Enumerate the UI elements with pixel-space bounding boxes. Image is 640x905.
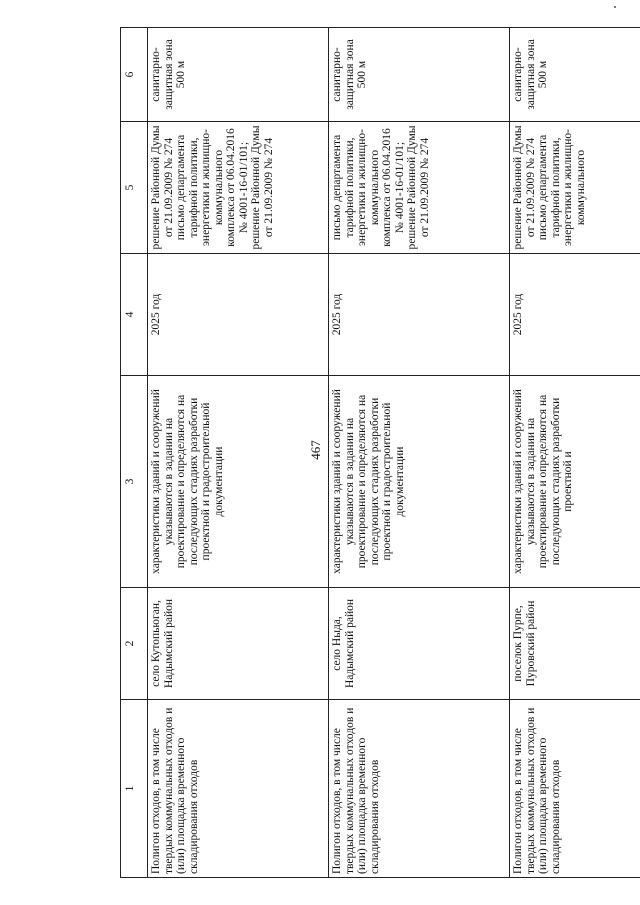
column-header: 4: [121, 254, 148, 376]
document-table: [120, 27, 640, 878]
object-cell: Полигон отходов, в том числе твердых коммунальных отходов и (или) площадка временного складирования отходов: [329, 700, 510, 878]
table-header-row: [121, 28, 148, 878]
zone-cell: санитарно-защитная зона 500 м: [510, 28, 640, 122]
table-row: [148, 28, 329, 878]
location-cell: село Ныда, Надымский район: [329, 588, 510, 700]
year-cell: 2025 год: [510, 254, 640, 376]
characteristics-cell: характеристики зданий и сооружений указываются в задании на проектирование и определяются на последующих стадиях разработки проектной и градостроительной документации: [329, 376, 510, 588]
basis-cell: письмо департамента тарифной политики, энергетики и жилищно-коммунального комплекса от 06.04.2016 № 4001-16-01/101; решение Районной Думы от 21.09.2009 № 274: [329, 122, 510, 254]
table-row: [510, 28, 640, 878]
location-cell: село Кутопьюган, Надымский район: [148, 588, 329, 700]
column-header: 5: [121, 122, 148, 254]
page-number: 467: [307, 440, 323, 460]
column-header: 6: [121, 28, 148, 122]
object-cell: Полигон отходов, в том числе твердых коммунальных отходов и (или) площадка временного складирования отходов: [510, 700, 640, 878]
rotated-table-frame: [120, 28, 587, 878]
column-header: 3: [121, 376, 148, 588]
scan-dot: [614, 6, 616, 8]
object-cell: Полигон отходов, в том числе твердых коммунальных отходов и (или) площадка временного складирования отходов: [148, 700, 329, 878]
basis-cell: решение Районной Думы от 21.09.2009 № 274 письмо департамента тарифной политики, энергетики и жилищно-коммунального: [510, 122, 640, 254]
location-cell: поселок Пурпе, Пуровский район: [510, 588, 640, 700]
table-row: [329, 28, 510, 878]
column-header: 1: [121, 700, 148, 878]
column-header: 2: [121, 588, 148, 700]
basis-cell: решение Районной Думы от 21.09.2009 № 274 письмо департамента тарифной политики, энергетики и жилищно-коммунального комплекса от 06.04.2016 № 4001-16-01/101; решение Районной Думы от 21.09.2009 № 274: [148, 122, 329, 254]
zone-cell: санитарно-защитная зона 500 м: [148, 28, 329, 122]
characteristics-cell: характеристики зданий и сооружений указываются в задании на проектирование и определяются на последующих стадиях разработки проектной и градостроительной документации: [148, 376, 329, 588]
zone-cell: санитарно-защитная зона 500 м: [329, 28, 510, 122]
characteristics-cell: характеристики зданий и сооружений указываются в задании на проектирование и определяются на последующих стадиях разработки проектной и: [510, 376, 640, 588]
year-cell: 2025 год: [148, 254, 329, 376]
year-cell: 2025 год: [329, 254, 510, 376]
